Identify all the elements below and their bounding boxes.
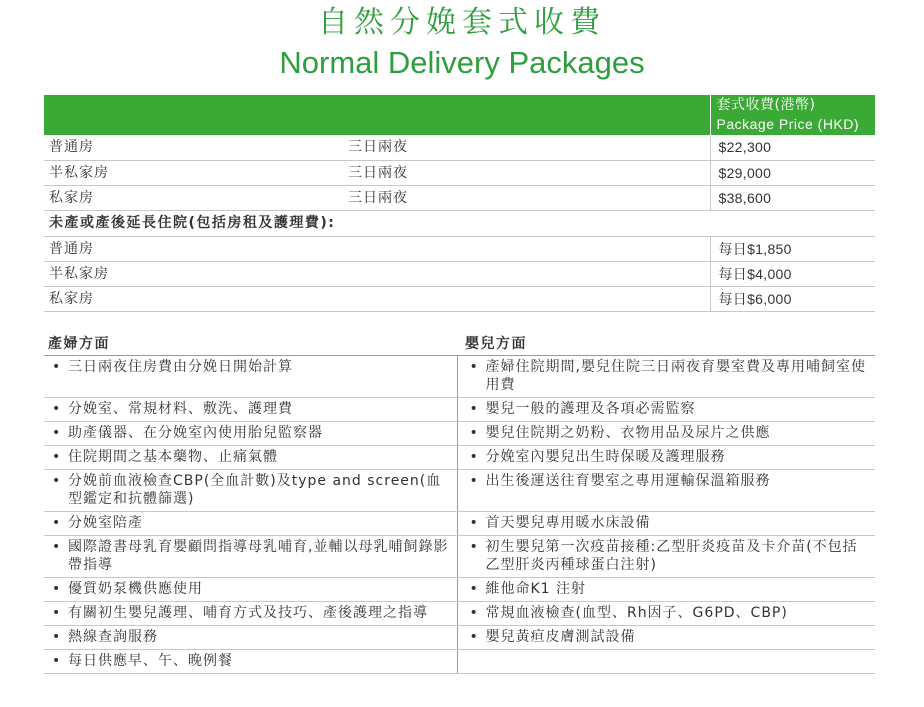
baby-service-cell — [457, 650, 875, 674]
package-price: $22,300 — [710, 135, 875, 160]
daily-price: 每日$4,000 — [710, 261, 875, 286]
price-header-zh: 套式收費(港幣) — [716, 97, 816, 113]
page-title-english: Normal Delivery Packages — [279, 45, 645, 80]
baby-service-text: 分娩室內嬰兒出生時保暖及護理服務 — [485, 449, 726, 465]
mother-service-text: 三日兩夜住房費由分娩日開始計算 — [68, 359, 293, 375]
package-price: $38,600 — [710, 185, 875, 210]
mother-service-text: 分娩室陪產 — [68, 515, 143, 531]
mother-service-cell — [44, 398, 457, 422]
bullet-icon: • — [469, 605, 479, 621]
mother-service-cell — [44, 446, 457, 470]
baby-service-text: 維他命K1 注射 — [485, 581, 587, 597]
mother-service-item — [48, 472, 453, 508]
bullet-icon: • — [52, 653, 62, 669]
bullet-icon: • — [52, 629, 62, 645]
mother-service-item — [48, 652, 453, 670]
baby-service-item — [466, 358, 872, 394]
mother-service-item — [48, 424, 453, 442]
baby-service-cell — [457, 536, 875, 578]
service-row — [44, 398, 875, 422]
baby-service-cell — [457, 512, 875, 536]
price-header-en: Package Price (HKD) — [716, 116, 860, 132]
mother-service-cell — [44, 536, 457, 578]
stay-length: 三日兩夜 — [343, 160, 710, 185]
baby-service-item — [466, 400, 872, 418]
bullet-icon: • — [469, 581, 479, 597]
baby-service-item — [466, 604, 872, 622]
service-row — [44, 446, 875, 470]
mother-service-cell — [44, 626, 457, 650]
baby-service-text: 產婦住院期間,嬰兒住院三日兩夜育嬰室費及專用哺飼室使用費 — [485, 359, 866, 393]
price-table-header — [44, 95, 875, 135]
baby-service-cell — [457, 356, 875, 398]
baby-service-item — [466, 580, 872, 598]
extended-stay-section — [44, 210, 875, 236]
baby-service-cell — [457, 602, 875, 626]
baby-service-text: 嬰兒一般的護理及各項必需監察 — [485, 401, 696, 417]
mother-service-text: 優質奶泵機供應使用 — [68, 581, 203, 597]
service-row — [44, 650, 875, 674]
mother-section-header: 產婦方面 — [44, 331, 457, 356]
service-row — [44, 512, 875, 536]
services-table — [44, 331, 875, 674]
extended-row — [44, 261, 875, 286]
mother-service-item — [48, 514, 453, 532]
baby-service-item — [466, 472, 872, 490]
service-row — [44, 422, 875, 446]
package-row — [44, 135, 875, 160]
bullet-icon: • — [52, 359, 62, 375]
bullet-icon: • — [469, 449, 479, 465]
baby-service-item — [466, 448, 872, 466]
baby-service-text: 初生嬰兒第一次疫苗接種:乙型肝炎疫苗及卡介苗(不包括乙型肝炎丙種球蛋白注射) — [485, 539, 858, 573]
bullet-icon: • — [469, 473, 479, 489]
mother-service-item — [48, 358, 453, 376]
services-list — [44, 356, 875, 674]
service-row — [44, 578, 875, 602]
package-row — [44, 160, 875, 185]
bullet-icon: • — [469, 359, 479, 375]
baby-service-cell — [457, 578, 875, 602]
baby-service-text: 首天嬰兒專用暖水床設備 — [485, 515, 651, 531]
service-row — [44, 626, 875, 650]
extended-row — [44, 236, 875, 261]
mother-service-text: 熱線查詢服務 — [68, 629, 158, 645]
bullet-icon: • — [469, 539, 479, 555]
mother-service-cell — [44, 470, 457, 512]
baby-service-cell — [457, 446, 875, 470]
header-spacer — [343, 95, 710, 135]
bullet-icon: • — [52, 449, 62, 465]
baby-service-text: 嬰兒黃疸皮膚測試設備 — [485, 629, 636, 645]
room-type: 普通房 — [44, 236, 710, 261]
bullet-icon: • — [52, 425, 62, 441]
baby-service-item — [466, 538, 872, 574]
mother-service-text: 分娩室、常規材料、敷洗、護理費 — [68, 401, 293, 417]
baby-service-item — [466, 628, 872, 646]
extended-stay-title: 未產或產後延長住院(包括房租及護理費): — [44, 210, 875, 236]
mother-service-text: 國際證書母乳育嬰顧問指導母乳哺育,並輔以母乳哺飼錄影帶指導 — [68, 539, 449, 573]
service-row — [44, 470, 875, 512]
mother-service-text: 住院期間之基本藥物、止痛氣體 — [68, 449, 278, 465]
room-type: 普通房 — [44, 135, 343, 160]
service-row — [44, 536, 875, 578]
price-column-header — [710, 95, 875, 135]
mother-service-cell — [44, 356, 457, 398]
mother-service-text: 有關初生嬰兒護理、哺育方式及技巧、產後護理之指導 — [68, 605, 428, 621]
baby-service-item — [466, 424, 872, 442]
package-price: $29,000 — [710, 160, 875, 185]
extended-row — [44, 286, 875, 311]
mother-service-item — [48, 538, 453, 574]
mother-service-item — [48, 604, 453, 622]
services-header-row — [44, 331, 875, 356]
bullet-icon: • — [469, 401, 479, 417]
page-title-chinese: 自然分娩套式收費 — [318, 5, 606, 40]
mother-service-text: 分娩前血液檢查CBP(全血計數)及type and screen(血型鑑定和抗體篩選) — [68, 473, 442, 507]
baby-service-item — [466, 514, 872, 532]
package-price-table — [44, 95, 875, 312]
mother-service-item — [48, 400, 453, 418]
bullet-icon: • — [52, 515, 62, 531]
room-type: 半私家房 — [44, 160, 343, 185]
room-type: 半私家房 — [44, 261, 710, 286]
mother-service-cell — [44, 602, 457, 626]
baby-section-header: 嬰兒方面 — [457, 331, 875, 356]
mother-service-item — [48, 580, 453, 598]
baby-service-cell — [457, 398, 875, 422]
bullet-icon: • — [52, 539, 62, 555]
bullet-icon: • — [52, 581, 62, 597]
daily-price: 每日$1,850 — [710, 236, 875, 261]
bullet-icon: • — [469, 425, 479, 441]
package-row — [44, 185, 875, 210]
bullet-icon: • — [52, 605, 62, 621]
mother-service-cell — [44, 512, 457, 536]
stay-length: 三日兩夜 — [343, 135, 710, 160]
baby-service-cell — [457, 626, 875, 650]
room-type: 私家房 — [44, 185, 343, 210]
room-type: 私家房 — [44, 286, 710, 311]
baby-service-cell — [457, 422, 875, 446]
mother-service-text: 助產儀器、在分娩室內使用胎兒監察器 — [68, 425, 323, 441]
mother-service-item — [48, 448, 453, 466]
header-spacer — [44, 95, 343, 135]
bullet-icon: • — [469, 515, 479, 531]
service-row — [44, 356, 875, 398]
baby-service-text: 常規血液檢查(血型、Rh因子、G6PD、CBP) — [485, 605, 788, 621]
stay-length: 三日兩夜 — [343, 185, 710, 210]
mother-service-text: 每日供應早、午、晚例餐 — [68, 653, 233, 669]
bullet-icon: • — [52, 401, 62, 417]
mother-service-cell — [44, 578, 457, 602]
bullet-icon: • — [52, 473, 62, 489]
baby-service-text: 嬰兒住院期之奶粉、衣物用品及尿片之供應 — [485, 425, 771, 441]
mother-service-cell — [44, 650, 457, 674]
mother-service-cell — [44, 422, 457, 446]
service-row — [44, 602, 875, 626]
bullet-icon: • — [469, 629, 479, 645]
baby-service-cell — [457, 470, 875, 512]
mother-service-item — [48, 628, 453, 646]
baby-service-text: 出生後運送往育嬰室之專用運輸保溫箱服務 — [485, 473, 771, 489]
daily-price: 每日$6,000 — [710, 286, 875, 311]
